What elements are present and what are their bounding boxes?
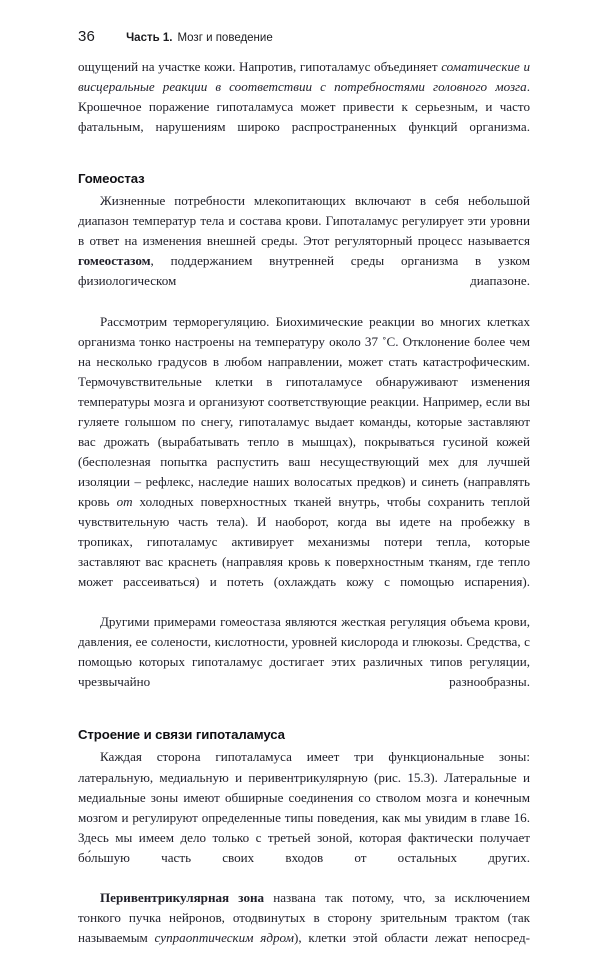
emphasis-italic: соматические и висцеральные реакции в соответствии с потребностями головного мозга: [78, 59, 530, 95]
text-run: Другими примерами гомеостаза являются жесткая регуляция объема крови, давления, ее солености, кислотности, уровней кислорода и глюкозы. Средства, с помощью которых гипоталамус достигает этих различных типов регуляции, чрезвычайно разнообразны.: [78, 614, 530, 690]
paragraph-structure-2: [78, 888, 530, 968]
paragraph-continued: [78, 57, 530, 157]
running-head-part-label: Часть 1.: [126, 32, 173, 44]
running-head-title: Мозг и поведение: [177, 32, 273, 44]
text-run: Жизненные потребности млекопитающих включают в себя небольшой диапазон температур тела и состава крови. Гипоталамус регулирует эти уровни в ответ на изменения внешней среды. Этот регуляторный процесс называется: [78, 193, 530, 249]
text-run: холодных поверхностных тканей внутрь, чтобы сохранить теплой чувствительную часть тела). И наоборот, когда вы идете на пробежку в тропиках, гипоталамус активирует механизмы потери тепла, которые заставляют вас краснеть (направляя кровь к поверхностным тканям, где тепло может рассеиваться) и потеть (охлаждать кожу с помощью испарения).: [78, 493, 531, 590]
paragraph-structure-1: [78, 747, 530, 887]
text-run: , поддержанием внутренней среды организма в узком физиологическом диапазоне.: [78, 253, 530, 289]
text-run: ), клетки этой области лежат непосред-: [293, 929, 530, 945]
text-run: названа так потому, что, за исключением тонкого пучка нейронов, отодвинутых в сторону зрительным трактом (так называемым: [78, 889, 531, 945]
text-column: [78, 57, 530, 968]
emphasis-bold: гомеостазом: [78, 253, 151, 269]
section-heading-homeostasis: Гомеостаз: [78, 171, 145, 187]
paragraph-homeostasis-1: [78, 191, 530, 311]
text-run: Рассмотрим терморегуляцию. Биохимические реакции во многих клетках организма тонко настроены на температуру около 37 ˚С. Отклонение более чем на несколько градусов в любом направлении, может стать катастрофическим. Термочувствительные клетки в гипоталамусе обнаруживают изменения температуры мозга и организуют соответствующие реакции. Например, если вы гуляете голышом по снегу, гипоталамус выдает команды, которые заставляют вас дрожать (вырабатывать тепло в мышцах), покрываться гусиной кожей (бесполезная попытка распустить ваш несуществующий мех для лучшей изоляции – рефлекс, наследие наших волосатых предков) и синеть (направлять кровь: [78, 313, 530, 509]
emphasis-italic: супраоптическим ядром: [154, 929, 294, 945]
running-head: [78, 28, 530, 45]
paragraph-homeostasis-2: [78, 312, 530, 613]
term-bold: Перивентрикулярная зона: [100, 889, 265, 905]
text-run: ощущений на участке кожи. Напротив, гипоталамус объединяет: [78, 59, 442, 74]
page-number: 36: [78, 28, 96, 45]
paragraph-homeostasis-3: [78, 612, 530, 712]
text-run: . Крошечное поражение гипоталамуса может привести к серьезным, и часто фатальным, нарушениям широко распространенных функций организма.: [78, 79, 530, 135]
section-heading-structure: Строение и связи гипоталамуса: [78, 727, 285, 743]
text-run: Каждая сторона гипоталамуса имеет три функциональные зоны: латеральную, медиальную и перивентрикулярную (рис. 15.3). Латеральные и медиальные зоны имеют обширные соединения со стволом мозга и конечным мозгом и регулируют определенные типы поведения, как мы увидим в главе 16. Здесь мы имеем дело только с третьей зоной, которая фактически получает бо́льшую часть своих входов от остальных других.: [78, 749, 530, 865]
emphasis-italic: от: [116, 493, 133, 509]
